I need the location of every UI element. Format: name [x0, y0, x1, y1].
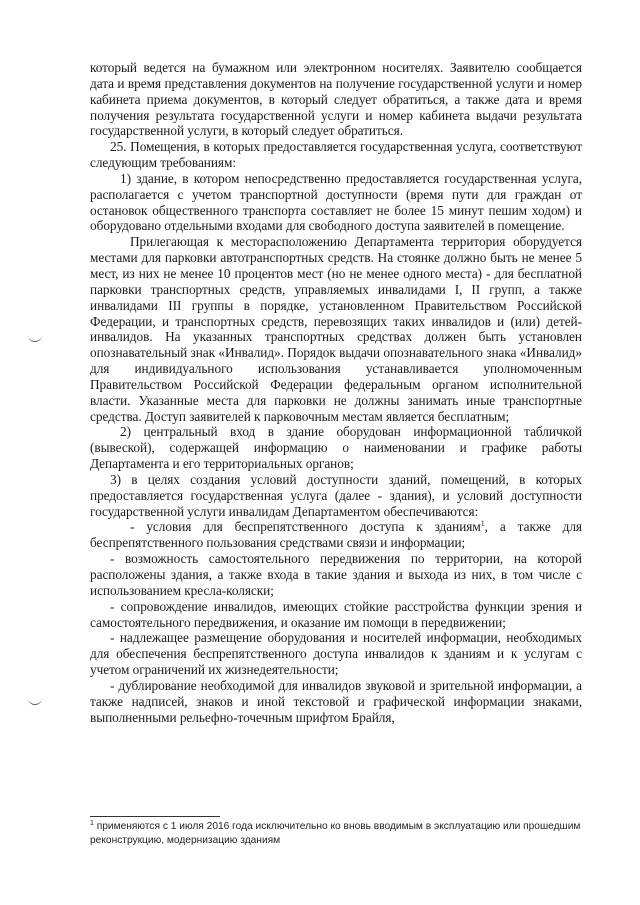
paragraph-bullet-movement: - возможность самостоятельного передвижения по территории, на которой расположены здания, а также входа в такие здания и выхода из них, в том числе с использованием кресла-коляски; — [90, 551, 582, 598]
paragraph-continuation: который ведется на бумажном или электронном носителях. Заявителю сообщается дата и время представления документов на получение государственной услуги и номер кабинета приема документов, в который следует обратиться, а также дата и время получения результата государственной услуги и номер кабинета выдачи результата государственной услуги, в который следует обратиться. — [90, 60, 582, 139]
footnote-reference: 1 — [480, 519, 485, 529]
paragraph-bullet-access — [90, 519, 582, 551]
paragraph-item-3: 3) в целях создания условий доступности зданий, помещений, в которых предоставляется государственная услуга (далее - здания), и условий доступности государственной услуги инвалидам Департаментом обеспечиваются: — [90, 471, 582, 519]
paragraph-parking: Прилегающая к месторасположению Департамента территория оборудуется местами для парковки автотранспортных средств. На стоянке должно быть не менее 5 мест, из них не менее 10 процентов мест (но не менее одного места) - для бесплатной парковки транспортных средств, управляемых инвалидами I, II групп, а также инвалидами III группы в порядке, установленном Правительством Российской Федерации, и транспортных средств, перевозящих таких инвалидов и (или) детей-инвалидов. На указанных транспортных средствах должен быть установлен опознавательный знак «Инвалид». Порядок выдачи опознавательного знака «Инвалид» для индивидуального использования устанавливается уполномоченным Правительством Российской Федерации федеральным органом исполнительной власти. Указанные места для парковки не должны занимать иные транспортные средства. Доступ заявителей к парковочным местам является бесплатным; — [90, 234, 582, 424]
footnote — [90, 820, 582, 847]
margin-punch-mark — [28, 698, 42, 705]
paragraph-item-1: 1) здание, в котором непосредственно предоставляется государственная услуга, располагается с учетом транспортной доступности (время пути для граждан от остановок общественного транспорта составляет не более 15 минут пешим ходом) и оборудовано отдельными входами для свободного доступа заявителей в помещение. — [90, 170, 582, 234]
footnote-text: применяются с 1 июля 2016 года исключительно ко вновь вводимым в эксплуатацию или прошедшим реконструкцию, модернизацию зданиям — [90, 821, 581, 846]
paragraph-bullet-escort: - сопровождение инвалидов, имеющих стойкие расстройства функции зрения и самостоятельного передвижения, и оказание им помощи в передвижении; — [90, 598, 582, 630]
paragraph-bullet-duplication: - дублирование необходимой для инвалидов звуковой и зрительной информации, а также надписей, знаков и иной текстовой и графической информации знаками, выполненными рельефно-точечным шрифтом Брайля, — [90, 677, 582, 725]
footnote-marker: 1 — [90, 820, 94, 827]
document-body — [90, 60, 582, 725]
paragraph-bullet-equipment: - надлежащее размещение оборудования и носителей информации, необходимых для обеспечения беспрепятственного доступа инвалидов к зданиям и к услугам с учетом ограничений их жизнедеятельности; — [90, 630, 582, 678]
footnote-separator — [90, 816, 220, 817]
bullet-access-text: - условия для беспрепятственного доступа к зданиям — [130, 519, 481, 535]
margin-punch-mark — [28, 335, 42, 342]
paragraph-item-2: 2) центральный вход в здание оборудован информационной табличкой (вывеской), содержащей информацию о наименовании и графике работы Департамента и его территориальных органов; — [90, 424, 582, 472]
bullet-access-text-rest: , а также для беспрепятственного пользования средствами связи и информации; — [90, 519, 582, 551]
paragraph-25: 25. Помещения, в которых предоставляется государственная услуга, соответствуют следующим требованиям: — [90, 139, 582, 171]
